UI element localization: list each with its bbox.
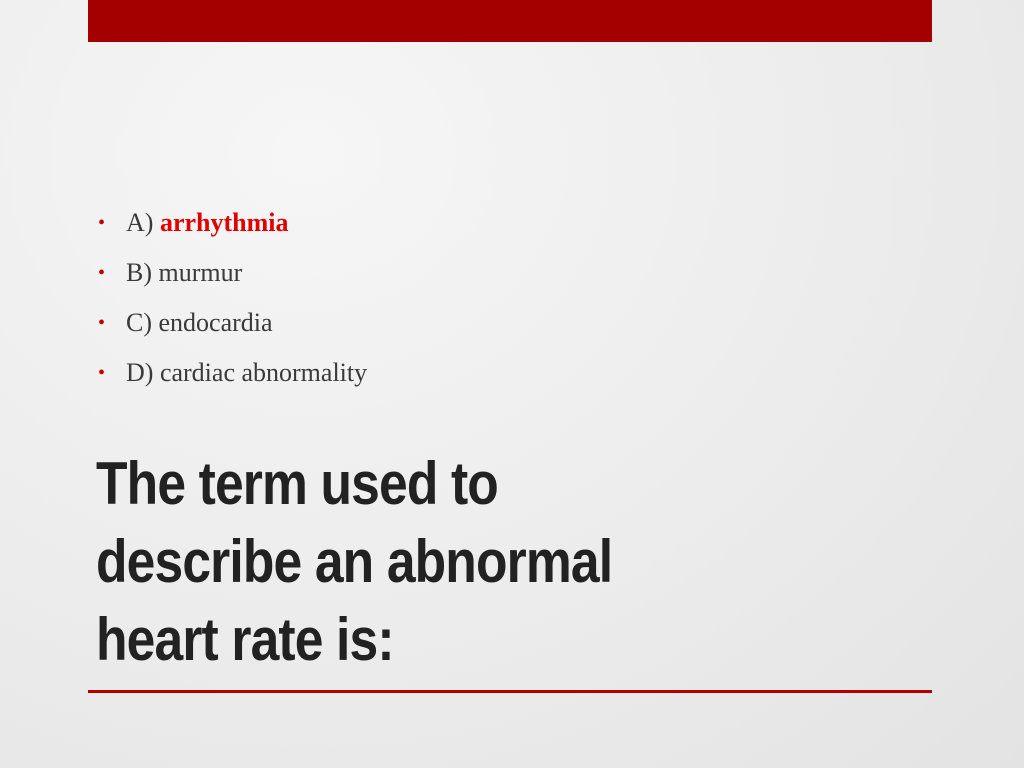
bullet-icon: • [98,362,106,384]
option-prefix: B) [126,258,159,287]
option-text: cardiac abnormality [159,358,368,387]
option-text: endocardia [158,308,273,337]
bottom-divider [88,690,932,693]
title-line-2: describe an abnormal [96,528,613,595]
option-prefix: D) [126,358,160,387]
slide-title [96,445,801,679]
bullet-icon: • [98,212,106,234]
list-item-option-c [98,302,918,352]
option-prefix: C) [126,308,159,337]
bullet-icon: • [98,312,106,334]
top-accent-bar [88,0,932,42]
title-line-3: heart rate is: [96,606,394,673]
option-prefix: A) [126,208,160,237]
title-line-1: The term used to [96,450,498,517]
answer-options-list [98,202,918,402]
option-text-correct: arrhythmia [159,208,289,237]
bullet-icon: • [98,262,106,284]
list-item-option-a [98,202,918,252]
list-item-option-b [98,252,918,302]
list-item-option-d [98,352,918,402]
option-text: murmur [158,258,243,287]
